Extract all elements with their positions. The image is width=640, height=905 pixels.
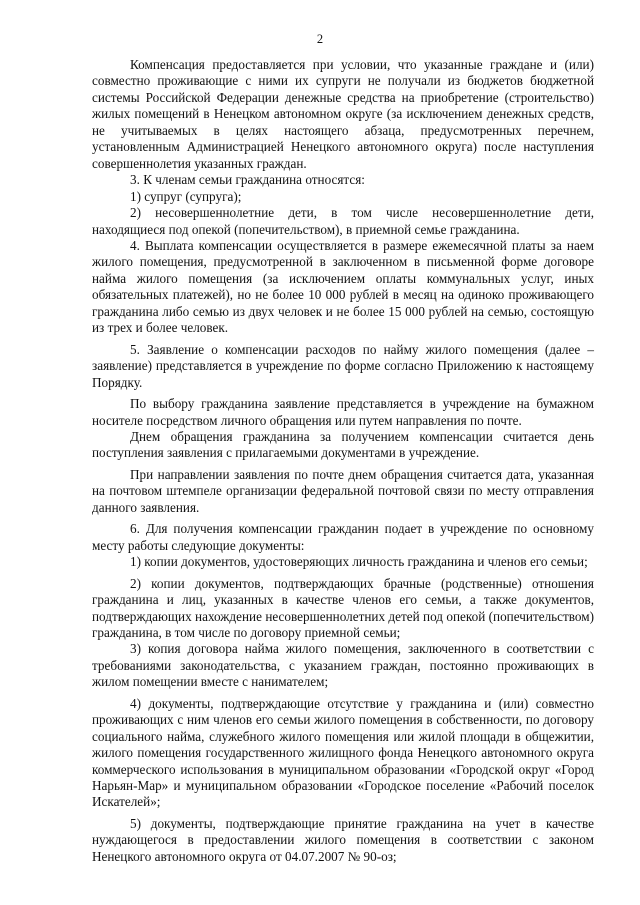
paragraph-compensation-condition: Компенсация предоставляется при условии, что указанные граждане и (или) совместно проживающие с ними их супруги не получали из бюджетов бюджетной системы Российской Федерации денежные средства на приобретение (строительство) жилых помещений в Ненецком автономном округе (за исключением денежных средств, не учитываемых в целях настоящего абзаца, предусмотренных перечнем, установленным Администрацией Ненецкого автономного округа) после наступления совершеннолетия указанных граждан. xyxy=(92,57,594,171)
paragraph-documents-heading: 6. Для получения компенсации гражданин подает в учреждение по основному месту работы следующие документы: xyxy=(92,521,594,553)
paragraph-application-delivery: По выбору гражданина заявление представляется в учреждение на бумажном носителе посредством личного обращения или путем направления по почте. xyxy=(92,396,594,428)
paragraph-family-members-heading: 3. К членам семьи гражданина относятся: xyxy=(130,172,365,188)
paragraph-spouse: 1) супруг (супруга); xyxy=(130,188,242,204)
paragraph-payment-amount: 4. Выплата компенсации осуществляется в размере ежемесячной платы за наем жилого помещения, предусмотренной в заключенном в письменной форме договоре найма жилого помещения (за исключением оплаты коммунальных услуг, иных обязательных платежей), но не более 10 000 рублей в месяц на одиноко проживающего гражданина либо семью из двух человек и не более 15 000 рублей на семью, состоящую из трех и более человек. xyxy=(92,237,594,336)
paragraph-housing-need-documents: 5) документы, подтверждающие принятие гражданина на учет в качестве нуждающегося в предоставлении жилого помещения в соответствии с законом Ненецкого автономного округа от 04.07.2007 № 90-оз; xyxy=(92,815,594,864)
paragraph-application-form: 5. Заявление о компенсации расходов по найму жилого помещения (далее – заявление) представляется в учреждение по форме согласно Приложению к настоящему Порядку. xyxy=(92,341,594,390)
paragraph-lease-contract: 3) копия договора найма жилого помещения, заключенного в соответствии с требованиями законодательства, с указанием граждан, постоянно проживающих в жилом помещении вместе с нанимателем; xyxy=(92,641,594,690)
paragraph-minor-children: 2) несовершеннолетние дети, в том числе несовершеннолетние дети, находящиеся под опекой (попечительством), в приемной семье гражданина. xyxy=(92,205,594,237)
page-number: 2 xyxy=(316,32,324,46)
paragraph-identity-documents: 1) копии документов, удостоверяющих личность гражданина и членов его семьи; xyxy=(130,554,588,570)
paragraph-application-date: Днем обращения гражданина за получением компенсации считается день поступления заявления с прилагаемыми документами в учреждение. xyxy=(92,428,594,461)
paragraph-relationship-documents: 2) копии документов, подтверждающих брачные (родственные) отношения гражданина и лиц, указанных в качестве членов его семьи, а также документов, подтверждающих нахождение несовершеннолетних детей под опекой (попечительством) гражданина, в том числе по договору приемной семьи; xyxy=(92,575,594,640)
paragraph-postal-date: При направлении заявления по почте днем обращения считается дата, указанная на почтовом штемпеле организации федеральной почтовой связи по месту отправления данного заявления. xyxy=(92,466,594,515)
document-body xyxy=(92,57,594,865)
paragraph-no-housing-documents: 4) документы, подтверждающие отсутствие у гражданина и (или) совместно проживающих с ним членов его семьи жилого помещения в собственности, по договору социального найма, служебного жилого помещения или жилой площади в общежитии, жилого помещения государственного жилищного фонда Ненецкого автономного округа коммерческого использования в муниципальном образовании «Городской округ «Город Нарьян-Мар» и муниципальном образовании «Городское поселение «Рабочий поселок Искателей»; xyxy=(92,695,594,810)
